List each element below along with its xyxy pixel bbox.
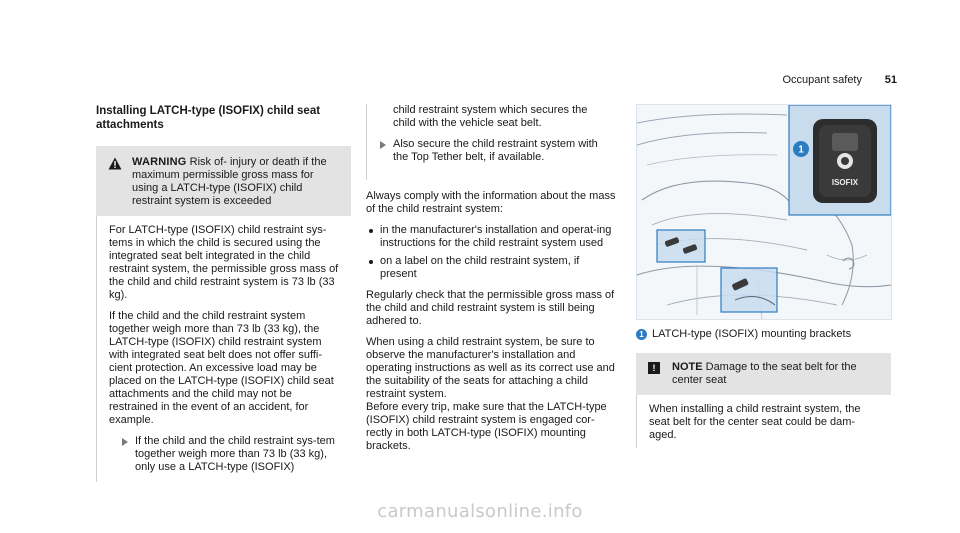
seat-illustration	[637, 105, 891, 319]
action-arrow-icon	[122, 438, 128, 446]
warning-action-2	[379, 138, 604, 164]
warning-action	[109, 435, 339, 474]
section-title: Occupant safety	[782, 74, 862, 86]
section-heading: Installing LATCH-type (ISOFIX) child seat attachments	[96, 105, 321, 131]
column-1	[96, 104, 351, 482]
note-label: NOTE	[672, 361, 703, 373]
caption-text: LATCH-type (ISOFIX) mounting brackets	[652, 328, 852, 340]
intro-paragraph: Always comply with the information about the mass of the child restraint system:	[366, 190, 616, 215]
note-header	[636, 353, 891, 395]
column-3	[636, 104, 891, 448]
warning-icon	[108, 157, 122, 170]
bullet-list	[366, 224, 616, 281]
callout-number: 1	[798, 144, 804, 156]
continued-text: child restraint system which secures the child with the vehicle seat belt.	[393, 104, 588, 129]
warning-action-text: If the child and the child restraint sys-tem together weigh more than 73 lb (33 kg), only use a LATCH-type (ISOFIX)	[135, 435, 335, 473]
isofix-label: ISOFIX	[831, 178, 859, 187]
exclamation-icon: !	[648, 362, 660, 374]
isofix-illustration	[636, 104, 892, 320]
warning-paragraph-2: If the child and the child restraint system together weigh more than 73 lb (33 kg), the LATCH-type (ISOFIX) child restraint system with integrated seat belt does not offer suffi-cient protection. An excessive load may be placed on the LATCH-type (ISOFIX) child seat attachments and the child may not be restrained in the event of an accident, for example.	[109, 310, 334, 426]
page-number: 51	[884, 74, 897, 86]
warning-title: Risk of- injury or death if the maximum permissible gross mass for using a LATCH-type (ISOFIX) child restraint system is exceeded	[132, 156, 327, 207]
caption-number-badge: 1	[636, 329, 647, 340]
note-title: Damage to the seat belt for the center seat	[672, 361, 857, 386]
warning-continuation	[366, 104, 616, 180]
list-item: on a label on the child restraint system, if present	[366, 255, 616, 281]
action-arrow-icon	[380, 141, 386, 149]
warning-body	[96, 216, 351, 482]
warning-action-2-text: Also secure the child restraint system with the Top Tether belt, if available.	[393, 138, 598, 163]
paragraph-observe: When using a child restraint system, be sure to observe the manufacturer's installation and operating instructions as well as its correct use and the suitability of the seats for attaching a child restraint system.	[366, 336, 615, 400]
note-body: When installing a child restraint system, the seat belt for the center seat could be dam-aged.	[636, 395, 891, 448]
paragraph-check: Regularly check that the permissible gross mass of the child and child restraint system is still being adhered to.	[366, 289, 615, 327]
column-2	[366, 104, 616, 461]
paragraph-before-trip: Before every trip, make sure that the LATCH-type (ISOFIX) child restraint system is engaged cor-rectly in both LATCH-type (ISOFIX) mounting brackets.	[366, 401, 607, 452]
warning-header	[96, 146, 351, 216]
body-text	[366, 190, 616, 453]
watermark: carmanualsonline.info	[377, 501, 583, 522]
warning-label: WARNING	[132, 156, 187, 168]
list-item: in the manufacturer's installation and operat-ing instructions for the child restraint system used	[366, 224, 616, 250]
warning-paragraph-1: For LATCH-type (ISOFIX) child restraint sys-tems in which the child is secured using the integrated seat belt integrated in the child restraint system, the permissible gross mass of the child and child restraint system is 73 lb (33 kg).	[109, 224, 339, 301]
figure-caption	[636, 328, 891, 341]
